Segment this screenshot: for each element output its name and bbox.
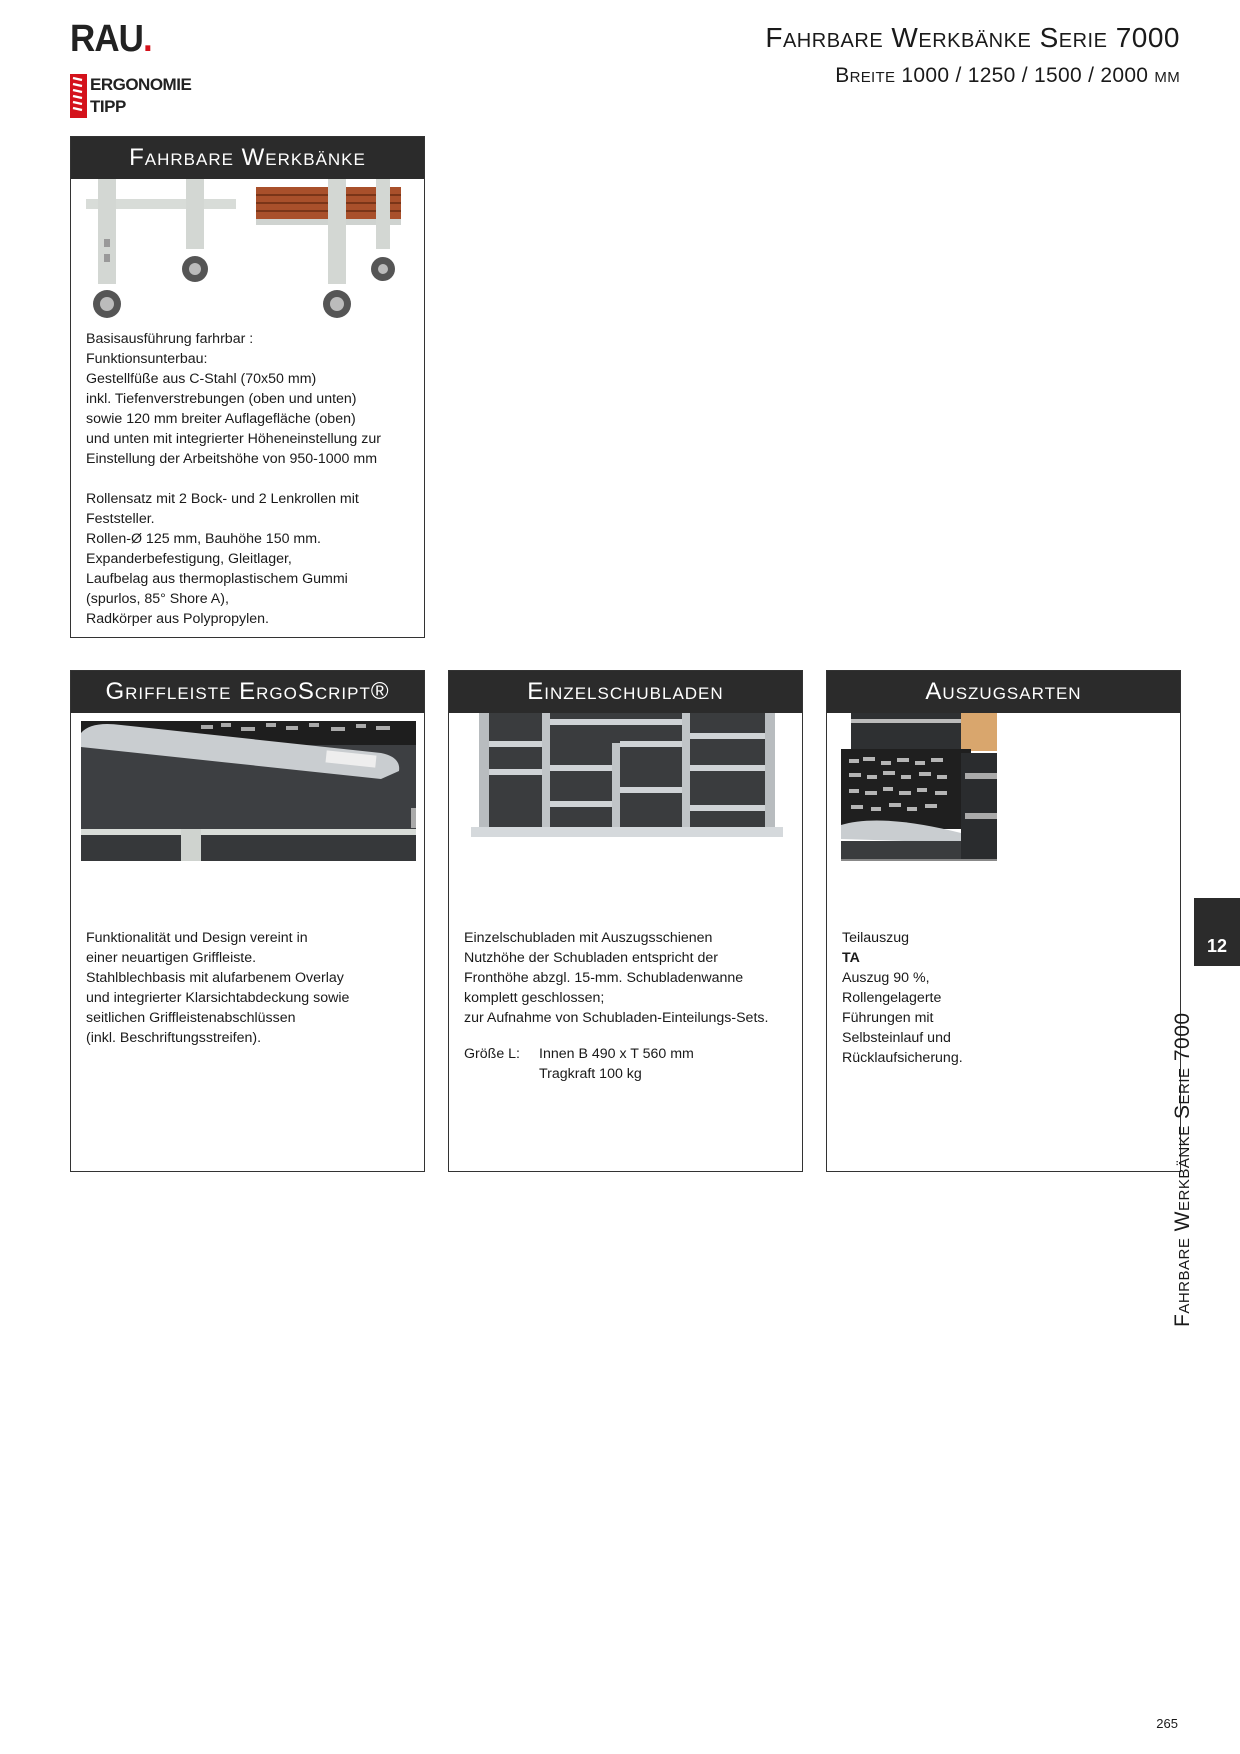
card-description [464,928,790,1084]
teilauszug-image [841,713,997,861]
chapter-badge: 12 [1194,898,1240,966]
load-value: Tragkraft 100 kg [539,1066,642,1082]
card-title: Griffleiste ErgoScript® [71,671,424,713]
text-line: Laufbelag aus thermoplastischem Gummi [86,571,348,587]
text-line: Rücklaufsicherung. [842,1050,963,1066]
text-line: zur Aufnahme von Schubladen-Einteilungs-Sets. [464,1010,769,1026]
text-line: einer neuartigen Griffleiste. [86,950,257,966]
card-description [86,329,412,629]
text-line: Teilauszug [842,930,910,946]
griffleiste-image [81,713,416,861]
rau-logo: RAU. [70,18,152,60]
card-title: Auszugsarten [827,671,1180,713]
text-line: und integrierter Klarsichtabdeckung sowie [86,990,350,1006]
text-line: Rollen-Ø 125 mm, Bauhöhe 150 mm. [86,531,321,547]
tipp-line: TIPP [90,97,126,116]
text-line: Gestellfüße aus C-Stahl (70x50 mm) [86,371,317,387]
text-line: Funktionsunterbau: [86,351,208,367]
card-fahrbare-werkbaenke [70,136,425,638]
text-line: sowie 120 mm breiter Auflagefläche (oben) [86,411,356,427]
size-value: Innen B 490 x T 560 mm [539,1046,694,1062]
text-line: inkl. Tiefenverstrebungen (oben und unten) [86,391,357,407]
card-auszugsarten [826,670,1181,1172]
card-einzelschubladen [448,670,803,1172]
text-line: Basisausführung farhrbar : [86,331,254,347]
ergonomie-line: ERGONOMIE [90,75,192,94]
text-line: Stahlblechbasis mit alufarbenem Overlay [86,970,344,986]
schublade-image [467,713,787,843]
text-line: Funktionalität und Design vereint in [86,930,308,946]
card-description [86,928,412,1048]
card-title: Fahrbare Werkbänke [71,137,424,179]
card-title: Einzelschubladen [449,671,802,713]
auszug-code: TA [842,950,860,966]
text-line: Auszug 90 %, [842,970,930,986]
text-line: Rollensatz mit 2 Bock- und 2 Lenkrollen mit [86,491,359,507]
text-line: Einstellung der Arbeitshöhe von 950-1000 mm [86,451,378,467]
ergonomie-spine-icon [70,74,87,118]
text-line: (spurlos, 85° Shore A), [86,591,229,607]
page-number: 265 [1156,1716,1178,1731]
side-chapter-title: Fahrbare Werkbänke Serie 7000 [1171,1012,1194,1327]
ergonomie-tipp-badge [70,74,191,118]
text-line: und unten mit integrierter Höheneinstellung zur [86,431,381,447]
page-title: Fahrbare Werkbänke Serie 7000 [765,22,1180,53]
workbench-image [86,179,411,321]
text-line: (inkl. Beschriftungsstreifen). [86,1030,262,1046]
size-label: Größe L: [464,1046,520,1062]
text-line: komplett geschlossen; [464,990,605,1006]
text-line: Fronthöhe abzgl. 15-mm. Schubladenwanne [464,970,744,986]
text-line: Selbsteinlauf und [842,1030,951,1046]
page-subtitle: Breite 1000 / 1250 / 1500 / 2000 mm [835,64,1180,87]
text-line: Nutzhöhe der Schubladen entspricht der [464,950,718,966]
text-line: Einzelschubladen mit Auszugsschienen [464,930,713,946]
text-line: Rollengelagerte [842,990,942,1006]
text-line: Führungen mit [842,1010,934,1026]
text-line: Radkörper aus Polypropylen. [86,611,269,627]
text-line: Feststeller. [86,511,155,527]
card-description [842,928,1168,1068]
text-line: Expanderbefestigung, Gleitlager, [86,551,292,567]
text-line: seitlichen Griffleistenabschlüssen [86,1010,296,1026]
card-griffleiste [70,670,425,1172]
